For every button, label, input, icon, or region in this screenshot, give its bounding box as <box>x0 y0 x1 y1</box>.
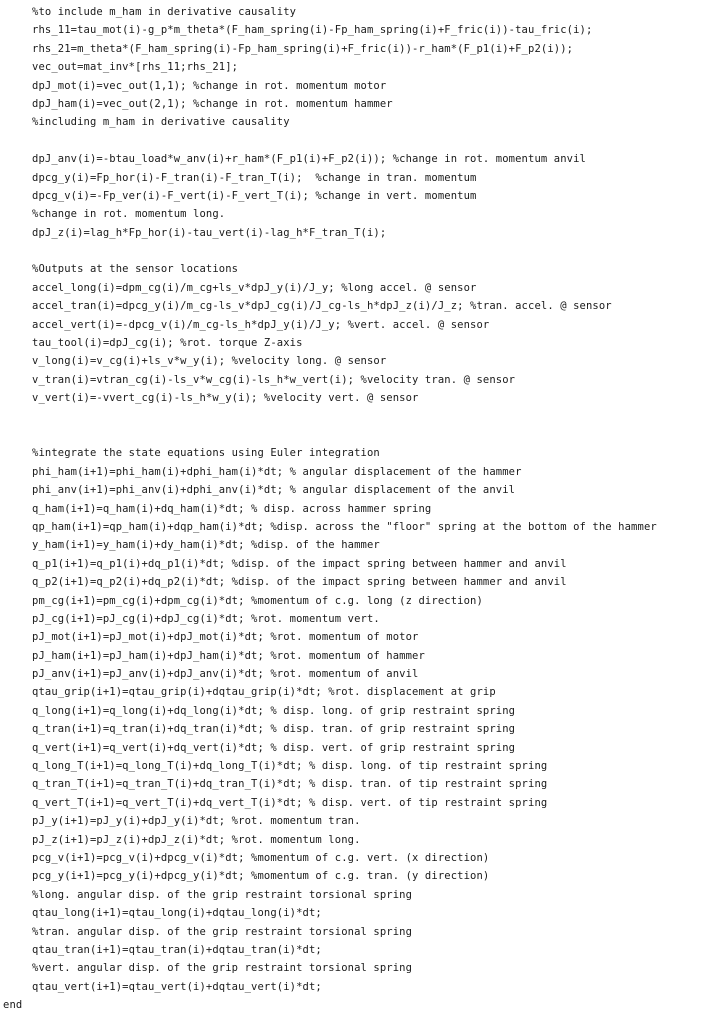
code-line: qtau_grip(i+1)=qtau_grip(i)+dqtau_grip(i)*dt; %rot. displacement at grip <box>32 686 496 699</box>
code-line: qtau_vert(i+1)=qtau_vert(i)+dqtau_vert(i)*dt; <box>32 980 322 993</box>
code-line: pcg_v(i+1)=pcg_v(i)+dpcg_v(i)*dt; %momentum of c.g. vert. (x direction) <box>32 851 490 864</box>
code-line: q_vert_T(i+1)=q_vert_T(i)+dq_vert_T(i)*dt; % disp. vert. of tip restraint spring <box>32 796 548 809</box>
code-line: y_ham(i+1)=y_ham(i)+dy_ham(i)*dt; %disp. of the hammer <box>32 539 380 552</box>
comment-line: %long. angular disp. of the grip restraint torsional spring <box>32 888 413 901</box>
comment-line: %vert. angular disp. of the grip restraint torsional spring <box>32 962 413 975</box>
code-line: dpcg_v(i)=-Fp_ver(i)-F_vert(i)-F_vert_T(i); %change in vert. momentum <box>32 189 477 202</box>
code-line: dpJ_mot(i)=vec_out(1,1); %change in rot. momentum motor <box>32 79 387 92</box>
blank-line <box>0 242 719 260</box>
code-line: pJ_y(i+1)=pJ_y(i)+dpJ_y(i)*dt; %rot. momentum tran. <box>32 815 361 828</box>
code-line: qp_ham(i+1)=qp_ham(i)+dqp_ham(i)*dt; %disp. across the "floor" spring at the bottom of the hammer <box>32 520 657 533</box>
code-line: dpcg_y(i)=Fp_hor(i)-F_tran(i)-F_tran_T(i); %change in tran. momentum <box>32 171 477 184</box>
code-listing <box>0 3 719 1014</box>
code-line: phi_anv(i+1)=phi_anv(i)+dphi_anv(i)*dt; % angular displacement of the anvil <box>32 484 516 497</box>
code-line: qtau_long(i+1)=qtau_long(i)+dqtau_long(i)*dt; <box>32 907 322 920</box>
code-line: dpJ_anv(i)=-btau_load*w_anv(i)+r_ham*(F_p1(i)+F_p2(i)); %change in rot. momentum anvil <box>32 153 586 166</box>
code-line: q_long(i+1)=q_long(i)+dq_long(i)*dt; % disp. long. of grip restraint spring <box>32 704 516 717</box>
code-line: dpJ_z(i)=lag_h*Fp_hor(i)-tau_vert(i)-lag_h*F_tran_T(i); <box>32 226 387 239</box>
code-line: v_tran(i)=vtran_cg(i)-ls_v*w_cg(i)-ls_h*w_vert(i); %velocity tran. @ sensor <box>32 373 516 386</box>
code-line: pJ_anv(i+1)=pJ_anv(i)+dpJ_anv(i)*dt; %rot. momentum of anvil <box>32 668 419 681</box>
code-line: accel_tran(i)=dpcg_y(i)/m_cg-ls_v*dpJ_cg(i)/J_cg-ls_h*dpJ_z(i)/J_z; %tran. accel. @ sensor <box>32 300 612 313</box>
code-line: pJ_z(i+1)=pJ_z(i)+dpJ_z(i)*dt; %rot. momentum long. <box>32 833 361 846</box>
comment-line: %including m_ham in derivative causality <box>32 116 290 129</box>
code-line: accel_vert(i)=-dpcg_v(i)/m_cg-ls_h*dpJ_y(i)/J_y; %vert. accel. @ sensor <box>32 318 490 331</box>
code-line: vec_out=mat_inv*[rhs_11;rhs_21]; <box>32 61 239 74</box>
code-line: pJ_mot(i+1)=pJ_mot(i)+dpJ_mot(i)*dt; %rot. momentum of motor <box>32 631 419 644</box>
blank-line <box>0 408 719 426</box>
code-line: accel_long(i)=dpm_cg(i)/m_cg+ls_v*dpJ_y(i)/J_y; %long accel. @ sensor <box>32 281 477 294</box>
code-line: q_p2(i+1)=q_p2(i)+dq_p2(i)*dt; %disp. of the impact spring between hammer and anvil <box>32 576 567 589</box>
comment-line: %Outputs at the sensor locations <box>32 263 239 276</box>
code-line: v_vert(i)=-vvert_cg(i)-ls_h*w_y(i); %velocity vert. @ sensor <box>32 392 419 405</box>
code-line: v_long(i)=v_cg(i)+ls_v*w_y(i); %velocity long. @ sensor <box>32 355 387 368</box>
code-line: q_long_T(i+1)=q_long_T(i)+dq_long_T(i)*dt; % disp. long. of tip restraint spring <box>32 760 548 773</box>
blank-line <box>0 132 719 150</box>
comment-line: %tran. angular disp. of the grip restraint torsional spring <box>32 925 413 938</box>
code-line: pJ_cg(i+1)=pJ_cg(i)+dpJ_cg(i)*dt; %rot. momentum vert. <box>32 612 380 625</box>
code-line: q_p1(i+1)=q_p1(i)+dq_p1(i)*dt; %disp. of the impact spring between hammer and anvil <box>32 557 567 570</box>
comment-line: %integrate the state equations using Euler integration <box>32 447 380 460</box>
code-line: tau_tool(i)=dpJ_cg(i); %rot. torque Z-axis <box>32 337 303 350</box>
code-line: rhs_21=m_theta*(F_ham_spring(i)-Fp_ham_spring(i)+F_fric(i))-r_ham*(F_p1(i)+F_p2(i)); <box>32 42 574 55</box>
end-keyword-line: end <box>3 999 23 1012</box>
comment-line: %change in rot. momentum long. <box>32 208 226 221</box>
code-line: rhs_11=tau_mot(i)-g_p*m_theta*(F_ham_spring(i)-Fp_ham_spring(i)+F_fric(i))-tau_fric(i); <box>32 24 593 37</box>
code-line: dpJ_ham(i)=vec_out(2,1); %change in rot. momentum hammer <box>32 97 393 110</box>
code-line: q_tran(i+1)=q_tran(i)+dq_tran(i)*dt; % disp. tran. of grip restraint spring <box>32 723 516 736</box>
code-line: q_ham(i+1)=q_ham(i)+dq_ham(i)*dt; % disp. across hammer spring <box>32 502 432 515</box>
code-line: q_vert(i+1)=q_vert(i)+dq_vert(i)*dt; % disp. vert. of grip restraint spring <box>32 741 516 754</box>
code-line: pJ_ham(i+1)=pJ_ham(i)+dpJ_ham(i)*dt; %rot. momentum of hammer <box>32 649 425 662</box>
code-line: q_tran_T(i+1)=q_tran_T(i)+dq_tran_T(i)*dt; % disp. tran. of tip restraint spring <box>32 778 548 791</box>
code-line: pcg_y(i+1)=pcg_y(i)+dpcg_y(i)*dt; %momentum of c.g. tran. (y direction) <box>32 870 490 883</box>
blank-line <box>0 426 719 444</box>
code-line: pm_cg(i+1)=pm_cg(i)+dpm_cg(i)*dt; %momentum of c.g. long (z direction) <box>32 594 483 607</box>
comment-line: %to include m_ham in derivative causality <box>32 6 297 18</box>
code-line: qtau_tran(i+1)=qtau_tran(i)+dqtau_tran(i)*dt; <box>32 943 322 956</box>
code-line: phi_ham(i+1)=phi_ham(i)+dphi_ham(i)*dt; % angular displacement of the hammer <box>32 465 522 478</box>
